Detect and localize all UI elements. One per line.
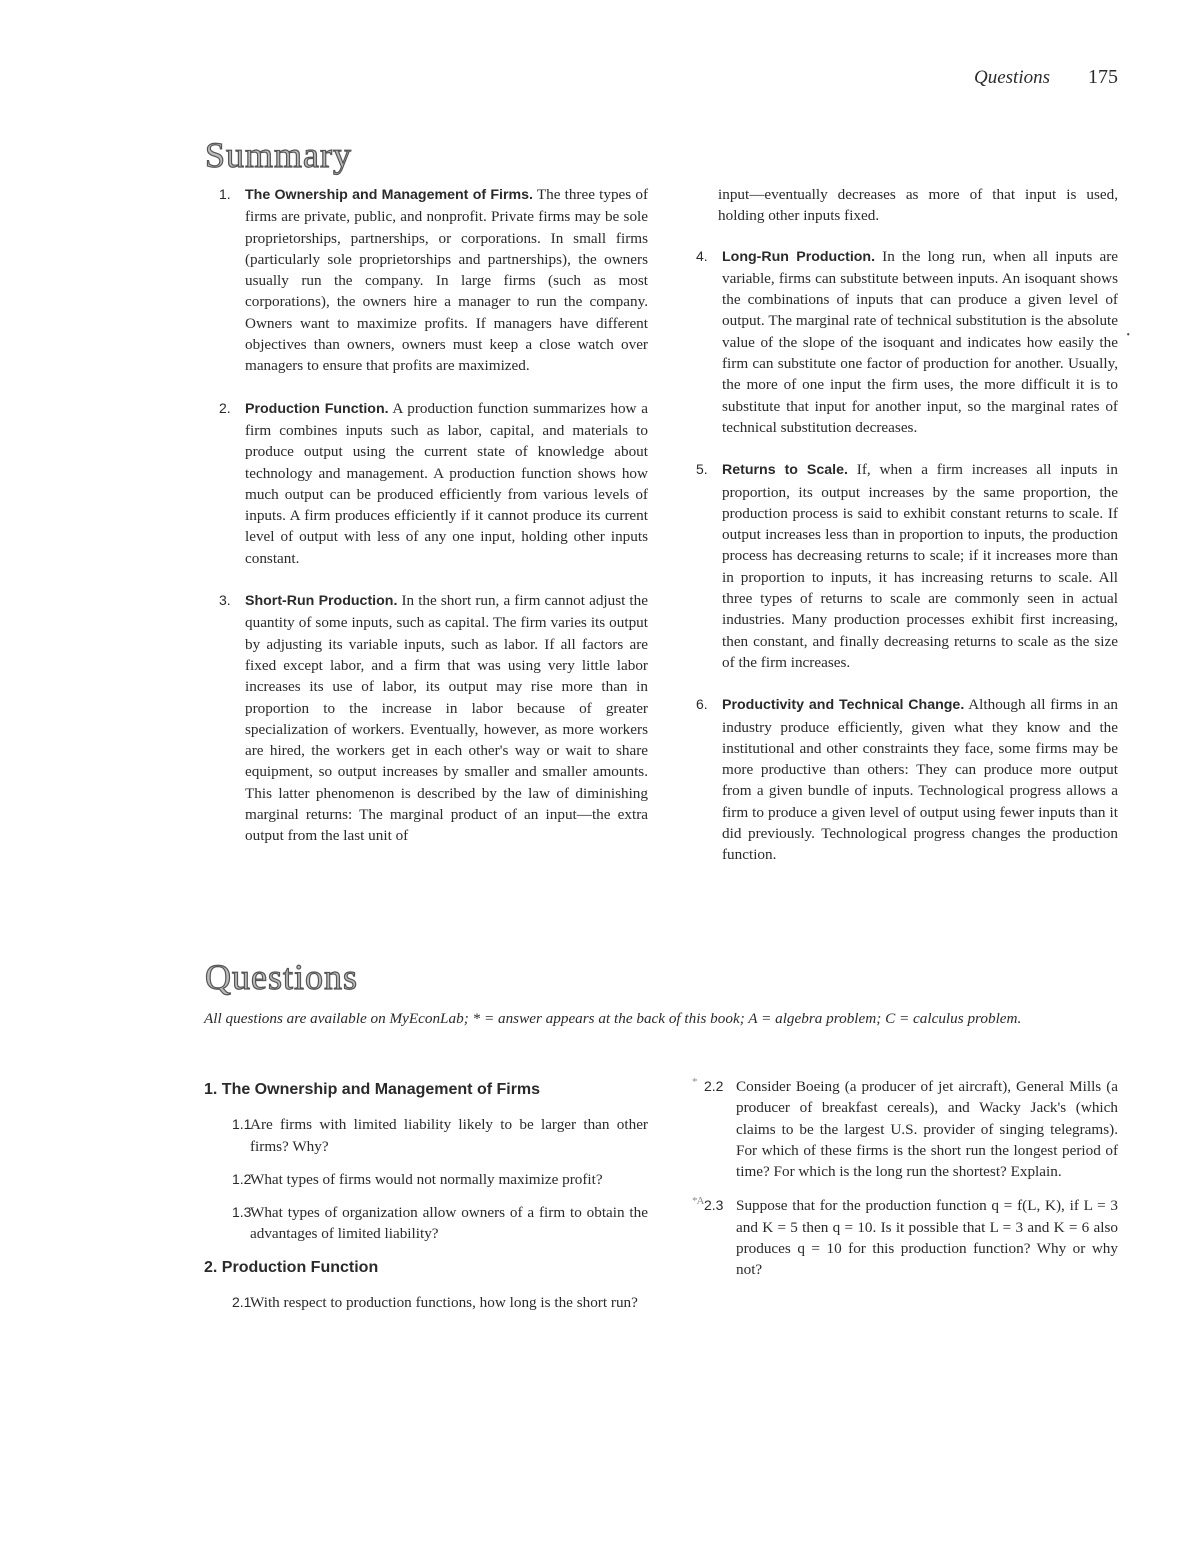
summary-continuation: input—eventually decreases as more of that input is used, holding other inputs fixed.: [718, 186, 1118, 225]
summary-item-heading: Short-Run Production.: [245, 593, 398, 610]
summary-item: [692, 694, 1118, 865]
summary-item: [692, 459, 1118, 673]
answer-mark: *: [692, 1076, 697, 1088]
question-number: 1.1: [232, 1116, 252, 1133]
summary-item-heading: Productivity and Technical Change.: [722, 697, 965, 714]
summary-item-heading: Production Function.: [245, 400, 389, 417]
questions-left-column: [204, 1076, 648, 1325]
running-header-section: Questions: [974, 67, 1050, 88]
question-text: Are firms with limited liability likely to be larger than other firms? Why?: [250, 1116, 648, 1155]
question-text: With respect to production functions, how long is the short run?: [250, 1294, 638, 1312]
question-item: [692, 1076, 1118, 1182]
summary-left-column: [215, 184, 648, 868]
question-text: Suppose that for the production function q = f(L, K), if L = 3 and K = 5 then q = 10. Is it possible that L = 3 and K = 6 also produces q = 10 for this production function? Why or why not?: [736, 1197, 1118, 1279]
summary-item-number: 2.: [219, 399, 231, 416]
question-number: 2.2: [704, 1078, 724, 1094]
question-item: [204, 1169, 648, 1190]
summary-item-text: A production function summarizes how a firm combines inputs such as labor, capital, and materials to produce output using the current state of knowledge about technology and management. A production function shows how much output can be produced efficiently from various levels of inputs. A firm produces efficiently if it cannot produce its current level of output with less of any one input, holding other inputs constant.: [245, 399, 648, 567]
summary-item-number: 4.: [696, 247, 708, 264]
summary-item-number: 6.: [696, 696, 708, 713]
question-text: What types of organization allow owners of a firm to obtain the advantages of limited liability?: [250, 1204, 648, 1243]
question-item: [692, 1195, 1118, 1280]
question-text: Consider Boeing (a producer of jet aircraft), General Mills (a producer of breakfast cereals), and Wacky Jack's (which claims to be the largest U.S. provider of singing telegrams). For which of these firms is the short run the longest period of time? For which is the long run the shortest? Explain.: [736, 1078, 1118, 1181]
question-text: What types of firms would not normally maximize profit?: [250, 1170, 603, 1188]
question-section-heading: 1. The Ownership and Management of Firms: [204, 1081, 541, 1098]
question-number: 2.3: [704, 1197, 724, 1214]
summary-right-column: [692, 184, 1118, 887]
page-number: 175: [1088, 66, 1118, 88]
question-item: [204, 1202, 648, 1245]
summary-item-text: The three types of firms are private, public, and nonprofit. Private firms may be sole proprietorships, partnerships, or corporations. In small firms (particularly sole proprietorships and partnerships), the owners usually run the company. In large firms (such as most corporations), the owners hire a manager to run the company. Owners want to maximize profits. If managers have different objectives than owners, owners must keep a close watch over managers to ensure that profits are maximized.: [245, 186, 649, 375]
summary-item-text: In the short run, a firm cannot adjust the quantity of some inputs, such as capital. The firm varies its output by adjusting its variable inputs, such as labor. If all factors are fixed except labor, and a firm that was using very little labor increases its use of labor, its output may rise more than in proportion to the increase in labor because of greater specialization of workers. Eventually, however, as more workers are hired, the workers get in each other's way or wait to share equipment, so output increases by smaller and smaller amounts. This latter phenomenon is described by the law of diminishing marginal returns: The marginal product of an input—the extra output from the last unit of: [245, 592, 648, 845]
question-number: 1.2: [232, 1170, 252, 1187]
margin-mark: •: [1126, 330, 1130, 341]
summary-item: [215, 184, 648, 377]
summary-item-number: 1.: [219, 186, 231, 202]
question-number: 2.1: [232, 1294, 252, 1311]
summary-item-heading: The Ownership and Management of Firms.: [245, 187, 533, 203]
question-section-heading: 2. Production Function: [204, 1258, 379, 1276]
summary-item-heading: Returns to Scale.: [722, 462, 848, 479]
summary-item-text: If, when a firm increases all inputs in proportion, its output increases by the same proportion, the production process is said to exhibit constant returns to scale. If output increases less than in proportion to inputs, the production process has decreasing returns to scale; if it increases more than in proportion to inputs, it has increasing returns to scale. All three types of returns to scale are commonly seen in actual industries. Many production processes exhibit first increasing, then constant, and finally decreasing returns to scale as the size of the firm increases.: [722, 461, 1118, 671]
summary-item-number: 5.: [696, 461, 708, 478]
answer-mark: *A: [692, 1195, 704, 1208]
running-header: [974, 66, 1118, 89]
questions-right-column: [692, 1076, 1118, 1294]
questions-intro: All questions are available on MyEconLab; * = answer appears at the back of this book; A = algebra problem; C = calculus problem.: [204, 1010, 1022, 1027]
summary-item: [215, 398, 648, 569]
questions-title: Questions: [205, 957, 358, 997]
summary-item-text: Although all firms in an industry produce efficiently, given what they know and the institutional and other constraints they face, some firms may be more productive than others: They can produce more output from a given bundle of inputs. Technological progress allows a firm to produce a given level of output using fewer inputs than it did previously. Technological progress changes the production function.: [722, 696, 1118, 864]
summary-item: [215, 590, 648, 847]
summary-item-text: In the long run, when all inputs are variable, firms can substitute between inputs. An isoquant shows the combinations of inputs that can produce a given level of output. The marginal rate of technical substitution is the absolute value of the slope of the isoquant and indicates how easily the firm can substitute one factor of production for another. Usually, the more of one input the firm uses, the more difficult it is to substitute that input for another input, so the marginal rates of technical substitution decreases.: [722, 247, 1118, 436]
question-item: [204, 1114, 648, 1157]
summary-item-number: 3.: [219, 592, 231, 609]
summary-title: Summary: [205, 135, 352, 175]
summary-item-heading: Long-Run Production.: [722, 248, 876, 265]
question-item: [204, 1292, 648, 1313]
summary-item: [692, 246, 1118, 439]
question-number: 1.3: [232, 1204, 252, 1221]
